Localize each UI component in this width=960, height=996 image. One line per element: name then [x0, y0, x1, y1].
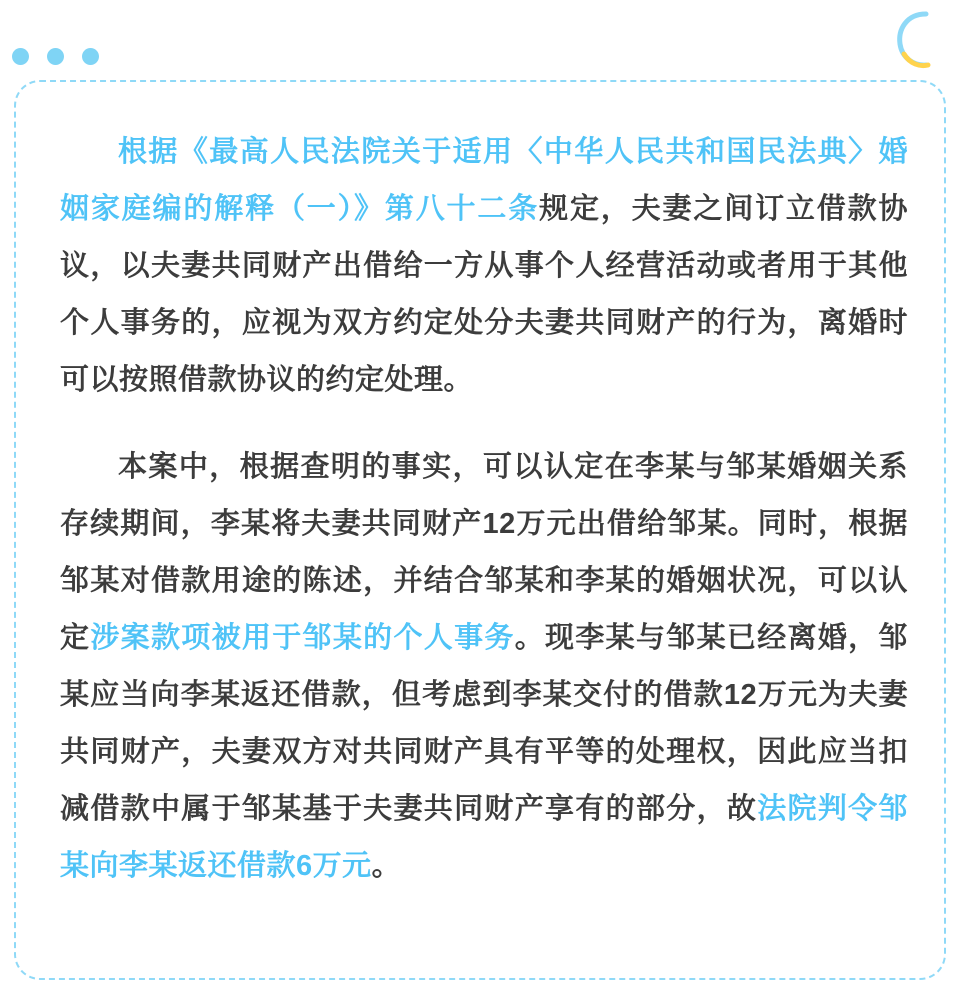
paragraph-2-segment-5: 。 [371, 850, 402, 882]
paragraph-2-segment-1: 本案中，根据查明的事实，可以认定在李某与邹某婚姻关系存续期间，李某将夫妻共同财产12万元出借给邹某。同时，根据邹某对借款用途的陈述，并结合邹某和李某的婚姻状况，可以认定 [60, 451, 908, 654]
paragraph-2-segment-3: 。现李某与邹某已经离婚，邹某应当向李某返还借款，但考虑到李某交付的借款12万元为夫妻共同财产，夫妻双方对共同财产具有平等的处理权，因此应当扣减借款中属于邹某基于夫妻共同财产享有的部分，故 [60, 622, 908, 825]
window-dot-green-icon [82, 48, 99, 65]
window-bar [0, 0, 960, 82]
window-dot-yellow-icon [47, 48, 64, 65]
window-dots [12, 48, 99, 65]
paragraph-1-segment-2: 规定，夫妻之间订立借款协议，以夫妻共同财产出借给一方从事个人经营活动或者用于其他个人事务的，应视为双方约定处分夫妻共同财产的行为，离婚时可以按照借款协议的约定处理。 [60, 193, 908, 396]
paragraph-1-segment-1: 根据《最高人民法院关于适用〈中华人民共和国民法典〉婚姻家庭编的解释（一）》第八十二条 [60, 136, 908, 225]
document-body [60, 124, 908, 895]
paragraph-2-segment-2: 涉案款项被用于邹某的个人事务 [90, 622, 515, 654]
content-frame [14, 80, 946, 980]
paragraph-2 [60, 439, 908, 895]
paragraph-1 [60, 124, 908, 409]
paragraph-2-segment-4: 法院判令邹某向李某返还借款6万元 [60, 793, 908, 882]
window-dot-red-icon [12, 48, 29, 65]
swoosh-icon [882, 8, 942, 70]
